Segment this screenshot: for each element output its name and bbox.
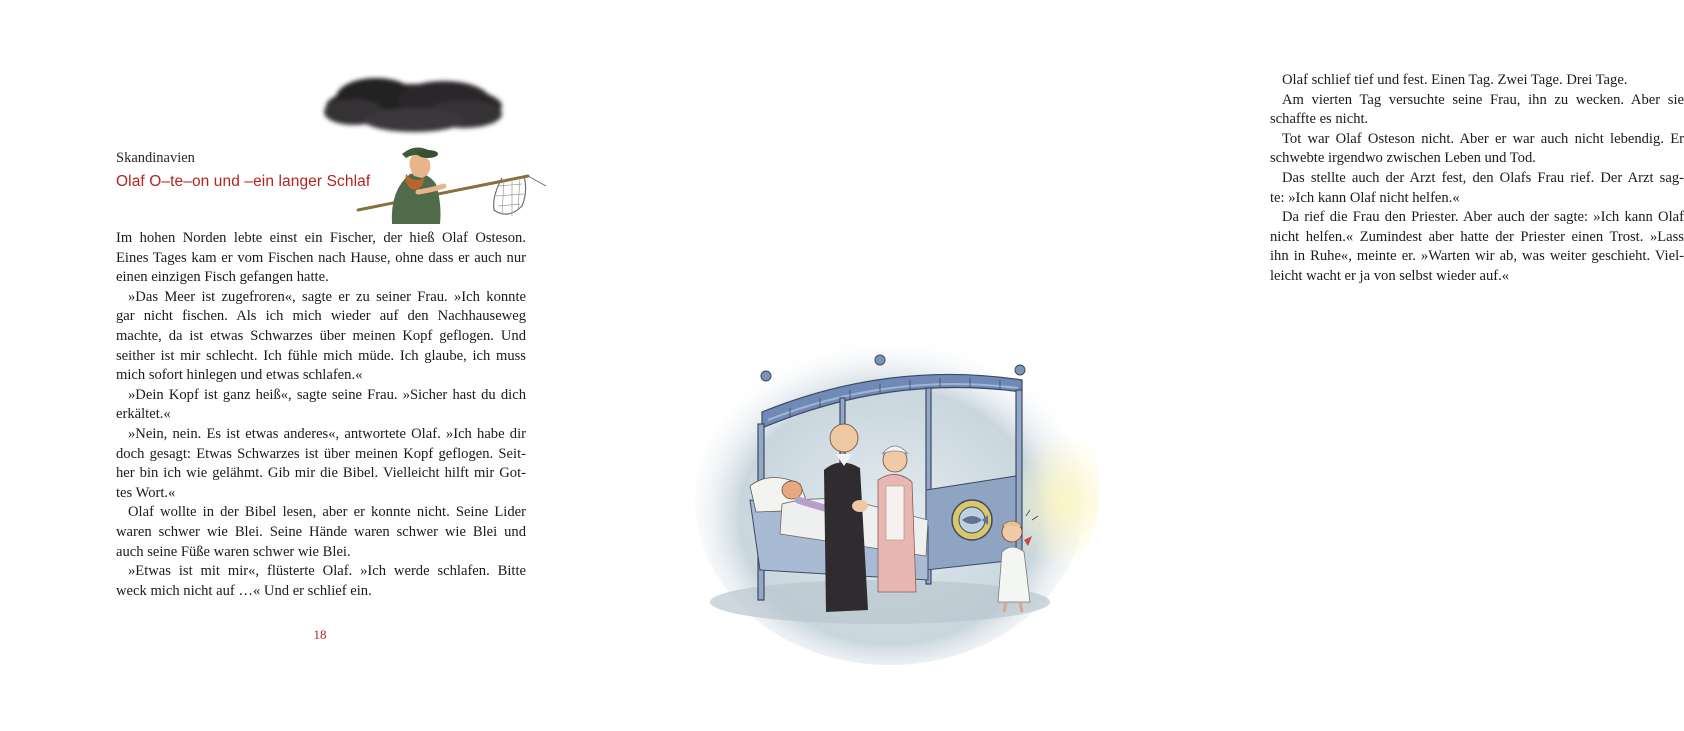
chapter-region: Skandinavien xyxy=(116,150,195,166)
text-line: auch seine Füße waren schwer wie Blei. xyxy=(116,543,351,560)
text-line: »Dein Kopf ist ganz heiß«, sagte seine Frau. »Sicher hast du dich xyxy=(128,386,526,403)
text-line: Olaf schlief tief und fest. Einen Tag. Zwei Tage. Drei Tage. xyxy=(1282,72,1628,88)
text-line: seither ist mir schlecht. Ich fühle mich müde. Ich glaube, ich muss xyxy=(116,347,526,364)
dark-cloud-illustration xyxy=(314,70,514,142)
text-line: einen einzigen Fisch gefangen hatte. xyxy=(116,269,329,286)
text-line: »Nein, nein. Es ist etwas anderes«, antwortete Olaf. »Ich habe dir xyxy=(128,425,526,442)
left-page xyxy=(0,0,600,731)
text-line: leicht wacht er ja von selbst wieder auf.« xyxy=(1270,267,1510,284)
text-line: waren schwer wie Blei. Seine Hände waren schwer wie Blei und xyxy=(116,523,526,540)
text-line: Das stellte auch der Arzt fest, den Olafs Frau rief. Der Arzt sag- xyxy=(1282,169,1684,186)
bedroom-illustration xyxy=(690,320,1090,660)
text-line: Eines Tages kam er vom Fischen nach Hause, ohne dass er auch nur xyxy=(116,249,526,266)
text-line: mich sofort hinlegen und etwas schlafen.« xyxy=(116,367,363,384)
text-line: schwebte irgendwo zwischen Leben und Tod. xyxy=(1270,150,1536,167)
text-line: tes Wort.« xyxy=(116,484,176,501)
text-line: gar nicht fischen. Als ich mich wieder auf den Nachhauseweg xyxy=(116,308,526,325)
text-line: Im hohen Norden lebte einst ein Fischer, der hieß Olaf Osteson. xyxy=(116,230,526,246)
text-line: doch gesagt: Etwas Schwarzes ist über meinen Kopf geflogen. Seit- xyxy=(116,445,526,462)
text-line: machte, da ist etwas Schwarzes über meinen Kopf geflogen. Und xyxy=(116,327,526,344)
text-line: schaffte es nicht. xyxy=(1270,111,1369,128)
chapter-title: Olaf O–te–on und –ein langer Schlaf xyxy=(116,173,371,190)
text-line: Olaf wollte in der Bibel lesen, aber er konnte nicht. Seine Lider xyxy=(128,504,526,521)
text-line: »Das Meer ist zugefroren«, sagte er zu seiner Frau. »Ich konnte xyxy=(128,288,526,305)
page-number: 18 xyxy=(313,627,327,642)
left-body-text xyxy=(116,229,526,601)
right-body-text xyxy=(1270,71,1684,287)
text-line: Am vierten Tag versuchte seine Frau, ihn zu wecken. Aber sie xyxy=(1282,91,1684,108)
text-line: Tot war Olaf Osteson nicht. Aber er war auch nicht lebendig. Er xyxy=(1282,130,1684,147)
text-line: te: »Ich kann Olaf nicht helfen.« xyxy=(1270,189,1460,206)
fisherman-illustration xyxy=(352,140,552,224)
text-line: ihn in Ruhe«, meinte er. »Warten wir ab, was weiter geschieht. Viel- xyxy=(1270,248,1684,265)
text-line: weck mich nicht auf …« Und er schlief ein. xyxy=(116,582,372,599)
text-line: Da rief die Frau den Priester. Aber auch der sagte: »Ich kann Olaf xyxy=(1282,209,1684,226)
text-line: her bin ich wie gelähmt. Gib mir die Bibel. Vielleicht hilft mir Got- xyxy=(116,465,526,482)
text-line: erkältet.« xyxy=(116,406,171,423)
text-line: »Etwas ist mit mir«, flüsterte Olaf. »Ich werde schlafen. Bitte xyxy=(128,563,526,580)
text-line: nicht helfen.« Zumindest aber hatte der Priester einen Trost. »Lass xyxy=(1270,228,1684,245)
